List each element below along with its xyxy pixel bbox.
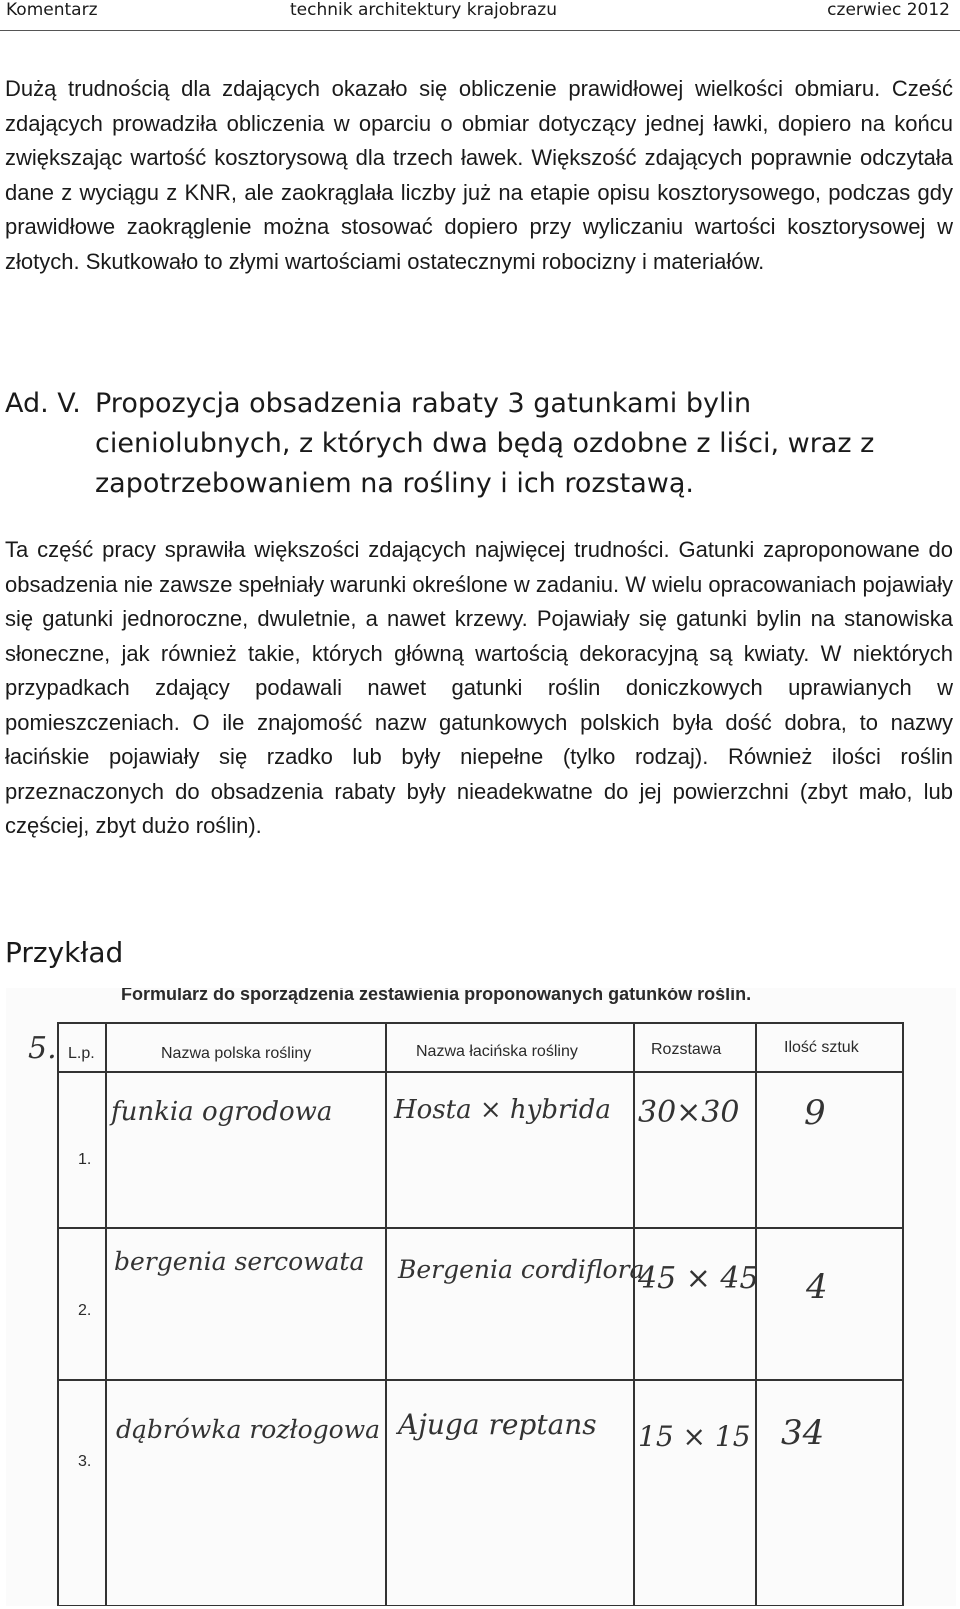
column-header-count: Ilość sztuk <box>784 1039 859 1056</box>
column-header-latin-name: Nazwa łacińska rośliny <box>416 1043 578 1060</box>
row-lp: 2. <box>78 1302 92 1319</box>
row-polish-name: dąbrówka rozłogowa <box>116 1415 381 1444</box>
row-count: 34 <box>781 1413 825 1453</box>
row-latin-name: Hosta × hybrida <box>394 1095 611 1125</box>
header-profession: technik architektury krajobrazu <box>290 0 558 20</box>
section-title: Propozycja obsadzenia rabaty 3 gatunkami bylin cieniolubnych, z których dwa będą ozdobne z liści, wraz z zapotrzebowaniem na rośliny i ich rozstawą. <box>95 388 875 499</box>
header-date: czerwiec 2012 <box>827 0 950 20</box>
example-label: Przykład <box>5 936 124 969</box>
header-rule <box>0 30 960 31</box>
form-task-number: 5. <box>28 1031 57 1066</box>
table-row <box>78 1093 826 1168</box>
table-row <box>78 1408 824 1470</box>
row-lp: 3. <box>78 1453 92 1470</box>
form-title: Formularz do sporządzenia zestawienia proponowanych gatunków roślin. <box>121 988 752 1004</box>
column-header-polish-name: Nazwa polska rośliny <box>161 1045 312 1062</box>
row-latin-name: Bergenia cordiflora <box>398 1255 645 1284</box>
row-polish-name: funkia ogrodowa <box>111 1097 333 1127</box>
row-count: 4 <box>806 1267 828 1307</box>
form-table-svg <box>6 988 956 1606</box>
table-row <box>78 1247 828 1319</box>
row-latin-name: Ajuga reptans <box>398 1408 597 1441</box>
row-polish-name: bergenia sercowata <box>114 1247 365 1276</box>
column-header-spacing: Rozstawa <box>651 1041 722 1058</box>
section-number: Ad. V. <box>5 388 81 419</box>
header-document-type: Komentarz <box>6 0 98 20</box>
column-header-lp: L.p. <box>68 1045 95 1062</box>
row-count: 9 <box>804 1093 826 1133</box>
page-header <box>0 0 960 34</box>
row-spacing: 45 × 45 <box>638 1261 759 1296</box>
row-spacing: 15 × 15 <box>638 1420 751 1453</box>
form-header-row <box>68 1039 860 1062</box>
paragraph-measurement-comment: Dużą trudnością dla zdających okazało się obliczenie prawidłowej wielkości obmiaru. Cześć zdających prowadziła obliczenia w oparciu o obmiar dotyczący jednej ławki, dopiero na końcu zwiększając wartość kosztorysową dla trzech ławek. Większość zdających poprawnie odczytała dane z wyciągu z KNR, ale zaokrąglała liczby już na etapie opisu kosztorysowego, podczas gdy prawidłowe zaokrąglenie można stosować dopiero przy wyliczaniu wartości kosztorysowej w złotych. Skutkowało to złymi wartościami ostatecznymi robocizny i materiałów. <box>5 76 953 274</box>
row-lp: 1. <box>78 1151 92 1168</box>
scanned-form <box>6 988 956 1606</box>
row-spacing: 30×30 <box>638 1095 740 1130</box>
paragraph-planting-comment: Ta część pracy sprawiła większości zdających najwięcej trudności. Gatunki zaproponowane do obsadzenia nie zawsze spełniały warunki określone w zadaniu. W wielu opracowaniach pojawiały się gatunki jednoroczne, dwuletnie, a nawet krzewy. Pojawiały się gatunki bylin na stanowiska słoneczne, jak również takie, których główną wartością dekoracyjną są kwiaty. W niektórych przypadkach zdający podawali nawet gatunki roślin doniczkowych uprawianych w pomieszczeniach. O ile znajomość nazw gatunkowych polskich była dość dobra, to nazwy łacińskie pojawiały się rzadko lub były niepełne (tylko rodzaj). Również ilości roślin przeznaczonych do obsadzenia rabaty były nieadekwatne do jej powierzchni (zbyt mało, lub częściej, zbyt dużo roślin). <box>5 537 953 838</box>
